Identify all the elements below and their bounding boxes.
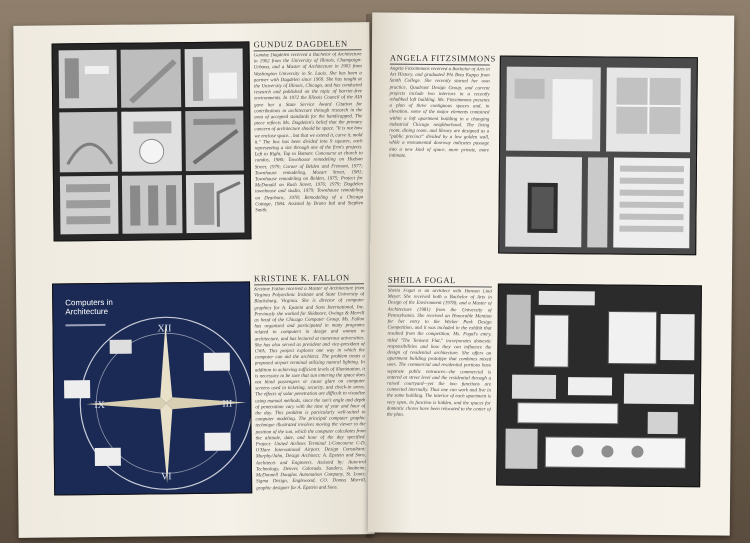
- fitzsimmons-model-photo: [498, 56, 698, 256]
- fogal-text: Sheila Fogal is an architect with Hanson Lind Meyer. She received both a Bachelor of Arts in Design of the Environment (1978), and a Master of Architecture (1981) from the University of Pennsylvania. She received an Honorable Mention for her entry to the Wicker Park Design Competition, and it was included in the exhibit that resulted from the competition. Ms. Fogal's entry, titled "The Tenisest Flat," incorporates domestic responsibilities and how they can influence the design of residential architecture. She offers an apartment building prototype that combines mixed uses. The commercial and residential portions have separate public entrances—the commercial is entered at street level and the residential through a raised courtyard—yet the two functions are connected internally. Thus one can work and live in the same building. The interior of each apartment is very open, its function is hidden, and the spaces for domestic chores have been relocated to the center of the plan.: [386, 288, 492, 418]
- svg-text:VI: VI: [161, 471, 172, 483]
- fallon-text: Kristine Fallon received a Master of Architecture from Virginia Polytechnic Institute and State University of Blacksburg, Virginia. She is director of computer graphics for A. Epstein and Sons International, Inc. Previously she worked for Skidmore, Owings & Merrill as head of the Chicago Computer Group. Ms. Fallon has organized and participated in many programs related to computers in design and women in architecture, and has lectured at numerous universities. She has also served as president and vice-president of CWA. This project explores one way in which the computer can aid the architect. The problem treats a proposed airport terminal utilizing natural lighting. In addition to achieving sufficient levels of illumination, it is necessary to be sure that sun entering the space does not blind passengers or cause glare on computer screens used in ticketing, security, and check-in areas. The effects of solar penetration are difficult to visualize using manual methods, since the sun's angle and depth of penetration vary with the time of year and hour of the day. This problem is particularly well-suited to computer modeling. The principal computer graphic technique illustrated involves moving the viewer to the position of the sun, which the computer calculates from the altitude, date, and hour of the day specified. Project: United Airlines Terminal 1/Concourse C-D, O'Hare International Airport. Design Consultant: Murphy/Jahn, Design Architect; A. Epstein and Sons, Architects and Engineers. Assisted by: Auto-trol Technology, Denver, Colorado. Sanders, Anaheim; McDonnell Douglas Automation Company, St. Louis; Sigma Design, Englewood, CO. Donna Morrill, graphic designer for A. Epstein and Sons.: [254, 286, 367, 491]
- dagdelen-name: GUNDUZ DAGDELEN: [253, 38, 361, 51]
- svg-text:XII: XII: [157, 323, 172, 335]
- fallon-name: KRISTINE K. FALLON: [254, 272, 364, 285]
- nine-square-model-illustration: [53, 42, 251, 240]
- poster-title: Computers in Architecture: [65, 297, 113, 317]
- fallon-entry: [254, 272, 367, 527]
- fitzsimmons-entry: [389, 52, 496, 178]
- fallon-poster-photo: [52, 281, 252, 495]
- dagdelen-entry: [253, 38, 363, 249]
- svg-text:III: III: [222, 398, 233, 410]
- left-page: [13, 22, 374, 538]
- fitzsimmons-text: Angela Fitzsimmons received a Bachelor of Arts in Art History, and graduated Phi Beta Kappa from Smith College. She recently started her own practice, Quadrant Design Group, and current projects include two interiors in a recently rehabbed loft building. Ms. Fitzsimmons presents a plan of three contiguous spaces and, in elevation, some of the major elements contained within a loft apartment building in a changing industrial Chicago neighborhood. The living room, dining room, and library are designed as a "public precinct" divided by a low golden wall, while a monumental doorway indicates passage into a new kind of space, more private, more intimate.: [389, 66, 490, 159]
- dagdelen-model-photo: [52, 41, 252, 241]
- fogal-entry: [386, 275, 492, 460]
- loft-model-illustration: [499, 57, 697, 255]
- dagdelen-text: Gunduz Dagdelen received a Bachelor of Architecture in 1962 from the University of Illinois, Champaign-Urbana, and a Master of Architecture in 1963 from Washington University in St. Louis. She has been a partner with Dagdelen since 1969. She has taught at the University of Illinois, Chicago, and has conducted research and published on the topic of barrier-free environments. In 1972 the Illinois Council of the AIA gave her a State Service Award Citation for contributions to architecture through research in the area of accepted standards for the handicapped. The piece reflects Ms. Dagdelen's belief that the primary concern of architecture should be space. "It is not how we enclose space... but that we extend it, carve it, mold it." The box has been divided into 9 squares, each representing a site through one of the firm's projects. Left to Right, Top to Bottom: Concourse at church to condos, 1980; Townhouse remodeling on Hudson Street, 1979; Corner of Belden and Fremont, 1977; Townhouse remodeling, Mozart Street, 1981; Townhouse remodeling on Belden, 1975; Project for McDonald on Rush Street, 1976; 1979; Dagdelen townhouse and studio, 1979; Townhouse remodeling on Dearborn, 1978; Remodeling of a Chicago Cottage, 1984. Assisted by Bruno Ital and Stephen Smith.: [253, 52, 364, 214]
- svg-text:IX: IX: [94, 399, 105, 412]
- apartment-collage-illustration: [497, 285, 701, 487]
- right-page: [368, 12, 735, 535]
- fitzsimmons-name: ANGELA FITZSIMMONS: [389, 52, 496, 64]
- fogal-collage-photo: [496, 284, 702, 488]
- fogal-name: SHEILA FOGAL: [388, 275, 492, 288]
